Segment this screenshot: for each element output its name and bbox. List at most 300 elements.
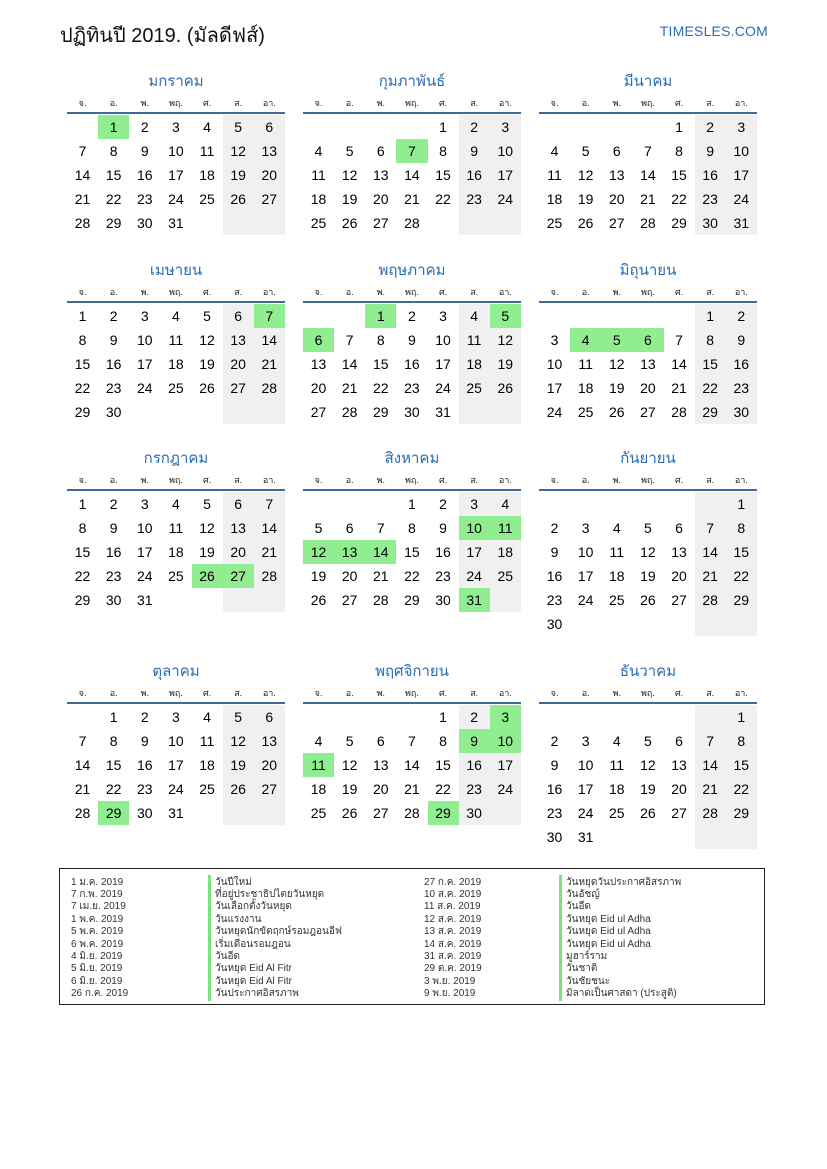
day-cell[interactable]: 1 — [675, 119, 683, 135]
day-cell[interactable]: 21 — [404, 781, 420, 797]
day-cell[interactable]: 13 — [373, 167, 389, 183]
day-cell[interactable]: 13 — [254, 139, 285, 163]
day-cell[interactable]: 2 — [726, 304, 757, 328]
day-cell[interactable]: 20 — [254, 753, 285, 777]
day-cell[interactable]: 14 — [695, 540, 726, 564]
day-cell[interactable]: 16 — [137, 757, 153, 773]
day-cell[interactable]: 6 — [223, 492, 254, 516]
day-cell[interactable]: 14 — [671, 356, 687, 372]
day-cell[interactable]: 12 — [199, 332, 215, 348]
day-cell[interactable]: 29 — [671, 215, 687, 231]
day-cell[interactable]: 10 — [726, 139, 757, 163]
day-cell[interactable]: 30 — [105, 592, 122, 608]
day-cell[interactable]: 15 — [74, 356, 91, 372]
day-cell[interactable]: 13 — [310, 356, 327, 372]
day-cell[interactable]: 31 — [459, 588, 490, 612]
day-cell[interactable]: 23 — [137, 781, 153, 797]
day-cell[interactable]: 13 — [609, 167, 625, 183]
day-cell[interactable]: 7 — [78, 143, 87, 159]
day-cell[interactable]: 19 — [609, 380, 625, 396]
day-cell[interactable]: 27 — [254, 777, 285, 801]
day-cell[interactable]: 14 — [404, 757, 420, 773]
day-cell[interactable]: 15 — [726, 540, 757, 564]
day-cell[interactable]: 3 — [581, 520, 590, 536]
day-cell[interactable]: 19 — [199, 356, 215, 372]
day-cell[interactable]: 26 — [341, 805, 358, 821]
day-cell[interactable]: 2 — [140, 119, 149, 135]
day-cell[interactable]: 3 — [172, 119, 180, 135]
day-cell[interactable]: 22 — [105, 781, 122, 797]
day-cell[interactable]: 18 — [459, 352, 490, 376]
day-cell[interactable]: 16 — [546, 781, 563, 797]
day-cell[interactable]: 9 — [695, 139, 726, 163]
day-cell[interactable]: 22 — [671, 191, 687, 207]
day-cell[interactable]: 2 — [408, 308, 416, 324]
day-cell[interactable]: 14 — [695, 753, 726, 777]
day-cell[interactable]: 20 — [609, 191, 625, 207]
day-cell[interactable]: 4 — [172, 496, 180, 512]
day-cell[interactable]: 28 — [254, 564, 285, 588]
day-cell[interactable]: 25 — [199, 191, 215, 207]
day-cell[interactable]: 3 — [140, 308, 149, 324]
day-cell[interactable]: 17 — [459, 540, 490, 564]
day-cell[interactable]: 27 — [310, 404, 327, 420]
day-cell[interactable]: 17 — [435, 356, 451, 372]
day-cell[interactable]: 21 — [254, 540, 285, 564]
day-cell[interactable]: 6 — [376, 143, 385, 159]
day-cell[interactable]: 10 — [577, 544, 594, 560]
day-cell[interactable]: 12 — [640, 757, 656, 773]
day-cell[interactable]: 30 — [137, 215, 153, 231]
day-cell[interactable]: 19 — [577, 191, 594, 207]
day-cell[interactable]: 22 — [726, 777, 757, 801]
day-cell[interactable]: 13 — [640, 356, 656, 372]
day-cell[interactable]: 22 — [105, 191, 122, 207]
day-cell[interactable]: 14 — [404, 167, 420, 183]
day-cell[interactable]: 30 — [435, 592, 451, 608]
day-cell[interactable]: 21 — [695, 564, 726, 588]
day-cell[interactable]: 22 — [435, 191, 451, 207]
day-cell[interactable]: 16 — [137, 167, 153, 183]
day-cell[interactable]: 6 — [675, 520, 683, 536]
day-cell[interactable]: 26 — [192, 564, 223, 588]
day-cell[interactable]: 18 — [168, 356, 184, 372]
day-cell[interactable]: 4 — [459, 304, 490, 328]
day-cell[interactable]: 23 — [105, 568, 122, 584]
day-cell[interactable]: 5 — [581, 143, 590, 159]
day-cell[interactable]: 10 — [577, 757, 594, 773]
day-cell[interactable]: 26 — [310, 592, 327, 608]
day-cell[interactable]: 1 — [695, 304, 726, 328]
day-cell[interactable]: 12 — [303, 540, 334, 564]
day-cell[interactable]: 4 — [490, 492, 521, 516]
day-cell[interactable]: 5 — [223, 115, 254, 139]
day-cell[interactable]: 21 — [254, 352, 285, 376]
day-cell[interactable]: 18 — [490, 540, 521, 564]
day-cell[interactable]: 28 — [404, 805, 420, 821]
day-cell[interactable]: 5 — [223, 705, 254, 729]
day-cell[interactable]: 15 — [404, 544, 420, 560]
day-cell[interactable]: 20 — [223, 352, 254, 376]
day-cell[interactable]: 13 — [671, 544, 687, 560]
day-cell[interactable]: 19 — [310, 568, 327, 584]
day-cell[interactable]: 19 — [490, 352, 521, 376]
day-cell[interactable]: 4 — [314, 733, 323, 749]
day-cell[interactable]: 12 — [341, 167, 358, 183]
day-cell[interactable]: 18 — [199, 757, 215, 773]
day-cell[interactable]: 30 — [546, 616, 563, 632]
day-cell[interactable]: 5 — [644, 520, 652, 536]
day-cell[interactable]: 21 — [373, 568, 389, 584]
day-cell[interactable]: 15 — [695, 352, 726, 376]
day-cell[interactable]: 22 — [726, 564, 757, 588]
day-cell[interactable]: 30 — [459, 801, 490, 825]
day-cell[interactable]: 25 — [609, 805, 625, 821]
day-cell[interactable]: 1 — [78, 308, 87, 324]
day-cell[interactable]: 9 — [550, 544, 559, 560]
day-cell[interactable]: 28 — [74, 215, 91, 231]
day-cell[interactable]: 6 — [303, 328, 334, 352]
day-cell[interactable]: 15 — [671, 167, 687, 183]
day-cell[interactable]: 7 — [396, 139, 427, 163]
day-cell[interactable]: 20 — [254, 163, 285, 187]
day-cell[interactable]: 12 — [223, 139, 254, 163]
day-cell[interactable]: 30 — [105, 404, 122, 420]
day-cell[interactable]: 24 — [490, 777, 521, 801]
day-cell[interactable]: 19 — [341, 191, 358, 207]
day-cell[interactable]: 23 — [404, 380, 420, 396]
day-cell[interactable]: 13 — [373, 757, 389, 773]
day-cell[interactable]: 31 — [137, 592, 153, 608]
day-cell[interactable]: 12 — [223, 729, 254, 753]
day-cell[interactable]: 18 — [310, 781, 327, 797]
day-cell[interactable]: 8 — [109, 143, 118, 159]
day-cell[interactable]: 7 — [345, 332, 354, 348]
day-cell[interactable]: 24 — [577, 805, 594, 821]
day-cell[interactable]: 17 — [577, 568, 594, 584]
day-cell[interactable]: 5 — [203, 496, 211, 512]
day-cell[interactable]: 23 — [546, 805, 563, 821]
day-cell[interactable]: 1 — [726, 492, 757, 516]
brand-link[interactable]: TIMESLES.COM — [659, 23, 768, 39]
day-cell[interactable]: 29 — [105, 215, 122, 231]
day-cell[interactable]: 11 — [168, 332, 184, 348]
day-cell[interactable]: 28 — [341, 404, 358, 420]
day-cell[interactable]: 4 — [203, 119, 211, 135]
day-cell[interactable]: 6 — [612, 143, 621, 159]
day-cell[interactable]: 22 — [373, 380, 389, 396]
day-cell[interactable]: 25 — [168, 568, 184, 584]
day-cell[interactable]: 15 — [726, 753, 757, 777]
day-cell[interactable]: 26 — [640, 805, 656, 821]
day-cell[interactable]: 30 — [137, 805, 153, 821]
day-cell[interactable]: 12 — [199, 520, 215, 536]
day-cell[interactable]: 16 — [459, 753, 490, 777]
day-cell[interactable]: 11 — [168, 520, 184, 536]
day-cell[interactable]: 5 — [601, 328, 632, 352]
day-cell[interactable]: 8 — [695, 328, 726, 352]
day-cell[interactable]: 18 — [199, 167, 215, 183]
day-cell[interactable]: 23 — [546, 592, 563, 608]
day-cell[interactable]: 2 — [550, 733, 559, 749]
day-cell[interactable]: 25 — [310, 805, 327, 821]
day-cell[interactable]: 22 — [695, 376, 726, 400]
day-cell[interactable]: 19 — [640, 781, 656, 797]
day-cell[interactable]: 18 — [310, 191, 327, 207]
day-cell[interactable]: 2 — [140, 709, 149, 725]
day-cell[interactable]: 17 — [490, 753, 521, 777]
day-cell[interactable]: 18 — [609, 568, 625, 584]
day-cell[interactable]: 14 — [254, 328, 285, 352]
day-cell[interactable]: 21 — [74, 191, 91, 207]
day-cell[interactable]: 26 — [341, 215, 358, 231]
day-cell[interactable]: 10 — [137, 332, 153, 348]
day-cell[interactable]: 8 — [439, 733, 447, 749]
day-cell[interactable]: 5 — [345, 143, 354, 159]
day-cell[interactable]: 9 — [550, 757, 559, 773]
day-cell[interactable]: 27 — [373, 215, 389, 231]
day-cell[interactable]: 5 — [203, 308, 211, 324]
day-cell[interactable]: 12 — [640, 544, 656, 560]
day-cell[interactable]: 21 — [74, 781, 91, 797]
day-cell[interactable]: 3 — [490, 705, 521, 729]
day-cell[interactable]: 27 — [671, 592, 687, 608]
day-cell[interactable]: 24 — [168, 781, 184, 797]
day-cell[interactable]: 19 — [223, 163, 254, 187]
day-cell[interactable]: 7 — [644, 143, 652, 159]
day-cell[interactable]: 19 — [223, 753, 254, 777]
day-cell[interactable]: 7 — [675, 332, 683, 348]
day-cell[interactable]: 17 — [577, 781, 594, 797]
day-cell[interactable]: 12 — [341, 757, 358, 773]
day-cell[interactable]: 25 — [310, 215, 327, 231]
day-cell[interactable]: 25 — [577, 404, 594, 420]
day-cell[interactable]: 25 — [609, 592, 625, 608]
day-cell[interactable]: 14 — [254, 516, 285, 540]
day-cell[interactable]: 8 — [726, 516, 757, 540]
day-cell[interactable]: 2 — [550, 520, 559, 536]
day-cell[interactable]: 28 — [74, 805, 91, 821]
day-cell[interactable]: 3 — [726, 115, 757, 139]
day-cell[interactable]: 24 — [577, 592, 594, 608]
day-cell[interactable]: 27 — [223, 376, 254, 400]
day-cell[interactable]: 17 — [546, 380, 563, 396]
day-cell[interactable]: 29 — [74, 404, 91, 420]
day-cell[interactable]: 15 — [105, 167, 122, 183]
day-cell[interactable]: 11 — [459, 328, 490, 352]
day-cell[interactable]: 27 — [671, 805, 687, 821]
day-cell[interactable]: 24 — [459, 564, 490, 588]
day-cell[interactable]: 15 — [435, 167, 451, 183]
day-cell[interactable]: 8 — [675, 143, 683, 159]
day-cell[interactable]: 24 — [137, 568, 153, 584]
day-cell[interactable]: 14 — [341, 356, 358, 372]
day-cell[interactable]: 31 — [577, 829, 594, 845]
day-cell[interactable]: 26 — [577, 215, 594, 231]
day-cell[interactable]: 14 — [74, 167, 91, 183]
day-cell[interactable]: 1 — [726, 705, 757, 729]
day-cell[interactable]: 19 — [199, 544, 215, 560]
day-cell[interactable]: 1 — [439, 119, 447, 135]
day-cell[interactable]: 9 — [109, 332, 118, 348]
day-cell[interactable]: 21 — [640, 191, 656, 207]
day-cell[interactable]: 7 — [408, 733, 416, 749]
day-cell[interactable]: 23 — [105, 380, 122, 396]
day-cell[interactable]: 5 — [314, 520, 323, 536]
day-cell[interactable]: 31 — [168, 805, 184, 821]
day-cell[interactable]: 21 — [671, 380, 687, 396]
day-cell[interactable]: 17 — [137, 356, 153, 372]
day-cell[interactable]: 7 — [78, 733, 87, 749]
day-cell[interactable]: 9 — [726, 328, 757, 352]
day-cell[interactable]: 9 — [459, 139, 490, 163]
day-cell[interactable]: 22 — [74, 568, 91, 584]
day-cell[interactable]: 7 — [376, 520, 385, 536]
day-cell[interactable]: 11 — [609, 544, 625, 560]
day-cell[interactable]: 11 — [547, 167, 562, 183]
day-cell[interactable]: 31 — [435, 404, 451, 420]
day-cell[interactable]: 21 — [404, 191, 420, 207]
day-cell[interactable]: 10 — [137, 520, 153, 536]
day-cell[interactable]: 19 — [640, 568, 656, 584]
day-cell[interactable]: 10 — [168, 143, 184, 159]
day-cell[interactable]: 8 — [726, 729, 757, 753]
day-cell[interactable]: 29 — [98, 801, 129, 825]
day-cell[interactable]: 17 — [168, 167, 184, 183]
day-cell[interactable]: 15 — [373, 356, 389, 372]
day-cell[interactable]: 20 — [373, 191, 389, 207]
day-cell[interactable]: 6 — [675, 733, 683, 749]
day-cell[interactable]: 27 — [373, 805, 389, 821]
day-cell[interactable]: 8 — [439, 143, 447, 159]
day-cell[interactable]: 24 — [726, 187, 757, 211]
day-cell[interactable]: 20 — [223, 540, 254, 564]
day-cell[interactable]: 2 — [109, 308, 118, 324]
day-cell[interactable]: 28 — [640, 215, 656, 231]
day-cell[interactable]: 3 — [581, 733, 590, 749]
day-cell[interactable]: 24 — [168, 191, 184, 207]
day-cell[interactable]: 9 — [439, 520, 447, 536]
day-cell[interactable]: 1 — [78, 496, 87, 512]
day-cell[interactable]: 3 — [550, 332, 559, 348]
day-cell[interactable]: 25 — [199, 781, 215, 797]
day-cell[interactable]: 6 — [345, 520, 354, 536]
day-cell[interactable]: 16 — [726, 352, 757, 376]
day-cell[interactable]: 2 — [695, 115, 726, 139]
day-cell[interactable]: 4 — [203, 709, 211, 725]
day-cell[interactable]: 18 — [168, 544, 184, 560]
day-cell[interactable]: 16 — [105, 356, 122, 372]
day-cell[interactable]: 10 — [546, 356, 563, 372]
day-cell[interactable]: 23 — [137, 191, 153, 207]
day-cell[interactable]: 26 — [490, 376, 521, 400]
day-cell[interactable]: 29 — [404, 592, 420, 608]
day-cell[interactable]: 26 — [609, 404, 625, 420]
day-cell[interactable]: 4 — [612, 733, 621, 749]
day-cell[interactable]: 20 — [671, 568, 687, 584]
day-cell[interactable]: 10 — [435, 332, 451, 348]
day-cell[interactable]: 9 — [408, 332, 416, 348]
day-cell[interactable]: 26 — [223, 187, 254, 211]
day-cell[interactable]: 11 — [311, 167, 326, 183]
day-cell[interactable]: 4 — [172, 308, 180, 324]
day-cell[interactable]: 20 — [310, 380, 327, 396]
day-cell[interactable]: 17 — [490, 163, 521, 187]
day-cell[interactable]: 6 — [632, 328, 663, 352]
day-cell[interactable]: 2 — [459, 705, 490, 729]
day-cell[interactable]: 9 — [459, 729, 490, 753]
day-cell[interactable]: 16 — [695, 163, 726, 187]
day-cell[interactable]: 3 — [140, 496, 149, 512]
day-cell[interactable]: 12 — [577, 167, 594, 183]
day-cell[interactable]: 12 — [490, 328, 521, 352]
day-cell[interactable]: 4 — [570, 328, 601, 352]
day-cell[interactable]: 23 — [459, 777, 490, 801]
day-cell[interactable]: 27 — [254, 187, 285, 211]
day-cell[interactable]: 11 — [303, 753, 334, 777]
day-cell[interactable]: 29 — [74, 592, 91, 608]
day-cell[interactable]: 7 — [695, 729, 726, 753]
day-cell[interactable]: 15 — [105, 757, 122, 773]
day-cell[interactable]: 28 — [254, 376, 285, 400]
day-cell[interactable]: 11 — [578, 356, 593, 372]
day-cell[interactable]: 29 — [695, 400, 726, 424]
day-cell[interactable]: 5 — [345, 733, 354, 749]
day-cell[interactable]: 21 — [341, 380, 358, 396]
day-cell[interactable]: 27 — [640, 404, 656, 420]
day-cell[interactable]: 3 — [172, 709, 180, 725]
day-cell[interactable]: 5 — [490, 304, 521, 328]
day-cell[interactable]: 12 — [609, 356, 625, 372]
day-cell[interactable]: 11 — [490, 516, 521, 540]
day-cell[interactable]: 14 — [365, 540, 396, 564]
day-cell[interactable]: 7 — [254, 492, 285, 516]
day-cell[interactable]: 16 — [459, 163, 490, 187]
day-cell[interactable]: 2 — [439, 496, 447, 512]
day-cell[interactable]: 1 — [408, 496, 416, 512]
day-cell[interactable]: 30 — [726, 400, 757, 424]
day-cell[interactable]: 14 — [640, 167, 656, 183]
day-cell[interactable]: 18 — [577, 380, 594, 396]
day-cell[interactable]: 6 — [254, 115, 285, 139]
day-cell[interactable]: 8 — [408, 520, 416, 536]
day-cell[interactable]: 11 — [199, 143, 215, 159]
day-cell[interactable]: 16 — [435, 544, 451, 560]
day-cell[interactable]: 19 — [341, 781, 358, 797]
day-cell[interactable]: 25 — [490, 564, 521, 588]
day-cell[interactable]: 26 — [640, 592, 656, 608]
day-cell[interactable]: 13 — [334, 540, 365, 564]
day-cell[interactable]: 30 — [695, 211, 726, 235]
day-cell[interactable]: 10 — [490, 139, 521, 163]
day-cell[interactable]: 10 — [459, 516, 490, 540]
day-cell[interactable]: 24 — [490, 187, 521, 211]
day-cell[interactable]: 26 — [199, 380, 215, 396]
day-cell[interactable]: 17 — [137, 544, 153, 560]
day-cell[interactable]: 7 — [254, 304, 285, 328]
day-cell[interactable]: 22 — [435, 781, 451, 797]
day-cell[interactable]: 4 — [550, 143, 559, 159]
day-cell[interactable]: 13 — [671, 757, 687, 773]
day-cell[interactable]: 20 — [373, 781, 389, 797]
day-cell[interactable]: 4 — [314, 143, 323, 159]
day-cell[interactable]: 13 — [223, 328, 254, 352]
day-cell[interactable]: 23 — [726, 376, 757, 400]
day-cell[interactable]: 14 — [74, 757, 91, 773]
day-cell[interactable]: 27 — [609, 215, 625, 231]
day-cell[interactable]: 27 — [223, 564, 254, 588]
day-cell[interactable]: 17 — [726, 163, 757, 187]
